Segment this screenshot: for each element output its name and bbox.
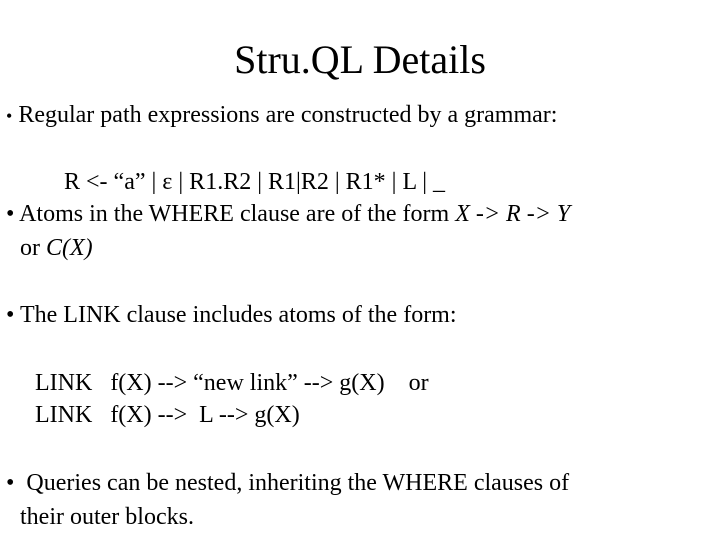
bullet-2-form: X -> R -> Y bbox=[455, 201, 571, 227]
grammar-line: R <- “a” | ε | R1.R2 | R1|R2 | R1* | L | _ bbox=[64, 169, 446, 195]
bullet-4 bbox=[6, 468, 569, 498]
link-line-2: LINK f(X) --> L --> g(X) bbox=[35, 402, 300, 428]
bullet-2-line2-form: C(X) bbox=[46, 235, 93, 261]
slide-title: Stru.QL Details bbox=[234, 37, 486, 82]
bullet-marker: • bbox=[6, 470, 15, 496]
bullet-marker: • bbox=[6, 201, 15, 227]
bullet-3-text: The LINK clause includes atoms of the form: bbox=[19, 302, 457, 328]
link-line-1: LINK f(X) --> “new link” --> g(X) or bbox=[35, 370, 429, 396]
bullet-4-line-2: their outer blocks. bbox=[20, 504, 194, 530]
bullet-2 bbox=[6, 199, 570, 229]
bullet-marker: • bbox=[6, 106, 13, 126]
bullet-4-text: Queries can be nested, inheriting the WHERE clauses of bbox=[20, 470, 570, 496]
bullet-1-text: Regular path expressions are constructed by a grammar: bbox=[18, 102, 558, 128]
bullet-2-text: Atoms in the WHERE clause are of the form bbox=[19, 201, 456, 227]
bullet-3 bbox=[6, 300, 457, 330]
bullet-2-line-2 bbox=[20, 233, 93, 263]
bullet-2-line2-prefix: or bbox=[20, 235, 46, 261]
bullet-marker: • bbox=[6, 302, 15, 328]
bullet-1 bbox=[6, 100, 557, 131]
